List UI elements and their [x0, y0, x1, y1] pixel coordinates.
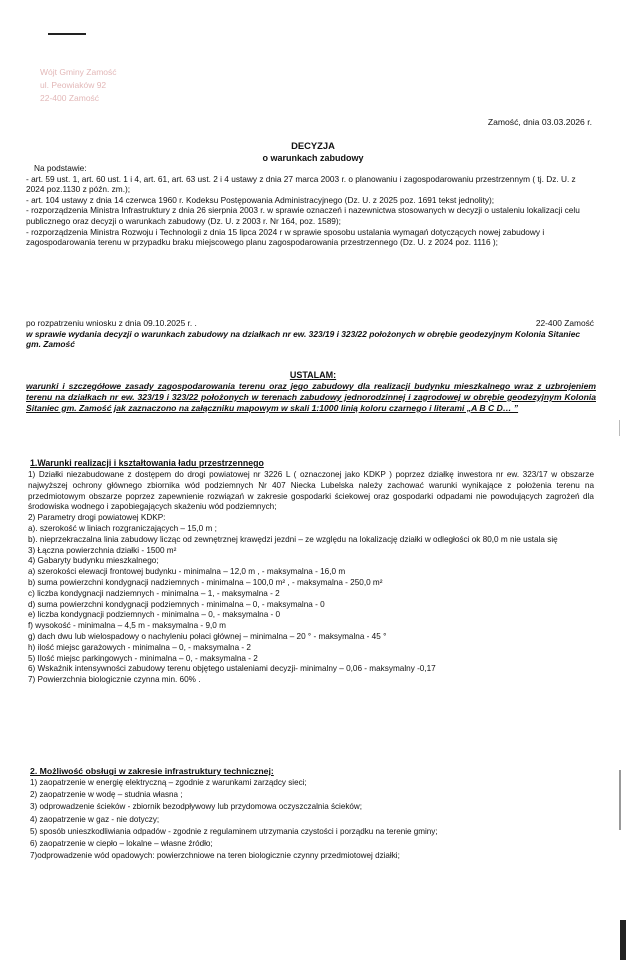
document-date: Zamość, dnia 03.03.2026 r. — [487, 117, 592, 127]
stamp-line: 22-400 Zamość — [40, 93, 100, 103]
scan-edge-mark — [619, 420, 626, 436]
list-item: 3) Łączna powierzchnia działki - 1500 m² — [28, 545, 177, 555]
list-item: 6) zaopatrzenie w ciepło – lokalne – własne źródło; — [30, 839, 213, 849]
list-item: 2) zaopatrzenie w wodę – studnia własna ; — [30, 790, 183, 800]
section2-list — [30, 777, 590, 862]
list-item: h) ilość miejsc garażowych - minimalna – 0, - maksymalna - 2 — [28, 642, 251, 652]
request-paragraph — [26, 318, 594, 350]
list-item: 2) Parametry drogi powiatowej KDKP: — [28, 513, 166, 523]
list-item: 7)odprowadzenie wód opadowych: powierzchniowe na teren biologicznie czynny przedmiotowej działki; — [30, 851, 400, 861]
request-subject: w sprawie wydania decyzji o warunkach zabudowy na działkach nr ew. 323/19 i 323/22 położonych w obrębie geodezyjnym Kolonia Sitaniec gm. Zamość — [26, 328, 581, 350]
basis-item: - rozporządzenia Ministra Infrastruktury z dnia 26 sierpnia 2003 r. w sprawie oznaczeń i nazewnictwa stosowanych w decyzji o ustaleniu lokalizacji celu publicznego oraz decyzji o warunkach zabudowy (Dz. U. z 2003 r. Nr 164, poz. 1589); — [26, 205, 580, 226]
list-item: 5) sposób unieszkodliwiania odpadów - zgodnie z regulaminem utrzymania czystości i porządku na terenie gminy; — [30, 826, 438, 836]
legal-basis — [26, 163, 594, 248]
document-subtitle: o warunkach zabudowy — [262, 153, 364, 163]
request-address: 22-400 Zamość — [535, 318, 594, 328]
conditions-statement: warunki i szczegółowe zasady zagospodarowania terenu oraz jego zabudowy dla realizacji budynku mieszkalnego wraz z uzbrojeniem terenu na działkach nr ew. 323/19 i 323/22 położonych w terenach zabudowy jednorodzinnej i zagrodowej w obrębie geodezyjnym Kolonia Sitaniec gm. Zamość jak zaznaczono na załączniku mapowym w skali 1:1000 linią koloru czarnego i literami „A B C D… ” — [26, 381, 596, 413]
request-text: po rozpatrzeniu wniosku z dnia 09.10.2025 r. . — [26, 318, 197, 328]
list-item: 1) Działki niezabudowane z dostępem do drogi powiatowej nr 3226 L ( oznaczonej jako KDKP ) poprzez działkę inwestora nr ew. 323/17 w obszarze najwyższej ochrony głównego zbiornika wód podziemnych Nr 407 Niecka Lubelska należy zachować warunki wynikające z położenia terenu na przedmiotowym obszarze poprzez zapewnienie rozwiązań w zakresie gospodarki ściekowej oraz gospodarki odpadami nie powodujących zagrożeń dla środowiska wodnego i zapobiegających skażeniu wód podziemnych; — [28, 470, 594, 512]
scan-edge-mark — [619, 770, 626, 830]
list-item: 1) zaopatrzenie w energię elektryczną – zgodnie z warunkami zarządcy sieci; — [30, 778, 307, 787]
list-item: c) liczba kondygnacji nadziemnych - minimalna – 1, - maksymalna - 2 — [28, 588, 280, 598]
list-item: b). nieprzekraczalna linia zabudowy licząc od zewnętrznej krawędzi jezdni – ze względu na lokalizację działki w odległości ok 80,0 m nie ustala się — [28, 534, 558, 544]
basis-item: - art. 104 ustawy z dnia 14 czerwca 1960 r. Kodeksu Postępowania Administracyjnego (Dz. U. z 2025 poz. 1691 tekst jednolity); — [26, 194, 495, 205]
header-rule — [48, 33, 86, 35]
list-item: a). szerokość w liniach rozgraniczających – 15,0 m ; — [28, 523, 217, 533]
list-item: e) liczba kondygnacji podziemnych - minimalna – 0, - maksymalna - 0 — [28, 610, 281, 620]
list-item: 6) Wskaźnik intensywności zabudowy terenu objętego ustaleniami decyzji- minimalny – 0,06 - maksymalny -0,17 — [28, 664, 436, 674]
scan-edge-mark — [620, 920, 626, 960]
list-item: 5) Ilość miejsc parkingowych - minimalna – 0, - maksymalna - 2 — [28, 653, 258, 663]
list-item: 3) odprowadzenie ścieków - zbiornik bezodpływowy lub przydomowa oczyszczalnia ścieków; — [30, 802, 362, 812]
list-item: 7) Powierzchnia biologicznie czynna min. 60% . — [28, 675, 201, 685]
list-item: d) suma powierzchni kondygnacji podziemnych - minimalna – 0, - maksymalna - 0 — [28, 599, 325, 609]
basis-item: - art. 59 ust. 1, art. 60 ust. 1 i 4, art. 61, art. 63 ust. 2 i 4 ustawy z dnia 27 marca 2003 r. o planowaniu i zagospodarowaniu przestrzennym ( tj. Dz. U. z 2024 poz.1130 z późn. zm.); — [26, 173, 576, 195]
list-item: 4) zaopatrzenie w gaz - nie dotyczy; — [30, 814, 160, 824]
list-item: b) suma powierzchni kondygnacji nadziemnych - minimalna – 100,0 m² , - maksymalna - 250,0 m² — [28, 577, 383, 587]
list-item: g) dach dwu lub wielospadowy o nachyleniu połaci głównej – minimalna – 20 ° - maksymalna - 45 ° — [28, 631, 387, 641]
list-item: f) wysokość - minimalna – 4,5 m - maksymalna - 9,0 m — [28, 621, 226, 631]
list-item: 4) Gabaryty budynku mieszkalnego; — [28, 556, 159, 566]
section1-heading: 1.Warunki realizacji i kształtowania ładu przestrzennego — [30, 458, 264, 468]
office-stamp — [40, 66, 150, 105]
basis-item: - rozporządzenia Ministra Rozwoju i Technologii z dnia 15 lipca 2024 r w sprawie sposobu ustalania wymagań dotyczących nowej zabudowy i zagospodarowania terenu w przypadku braku miejscowego planu zagospodarowania przestrzennego (Dz. U. z 2024 poz. 1116 ); — [26, 226, 545, 248]
document-title: DECYZJA — [291, 140, 335, 151]
stamp-line: ul. Peowiaków 92 — [40, 80, 107, 90]
stamp-line: Wójt Gminy Zamość — [40, 67, 117, 77]
basis-intro: Na podstawie: — [34, 163, 87, 173]
section1-list — [28, 470, 594, 686]
list-item: a) szerokości elewacji frontowej budynku - minimalna – 12,0 m , - maksymalna - 16,0 m — [28, 567, 346, 577]
section2-heading: 2. Możliwość obsługi w zakresie infrastruktury technicznej: — [30, 766, 274, 776]
ustalam-heading: USTALAM: — [289, 370, 337, 380]
